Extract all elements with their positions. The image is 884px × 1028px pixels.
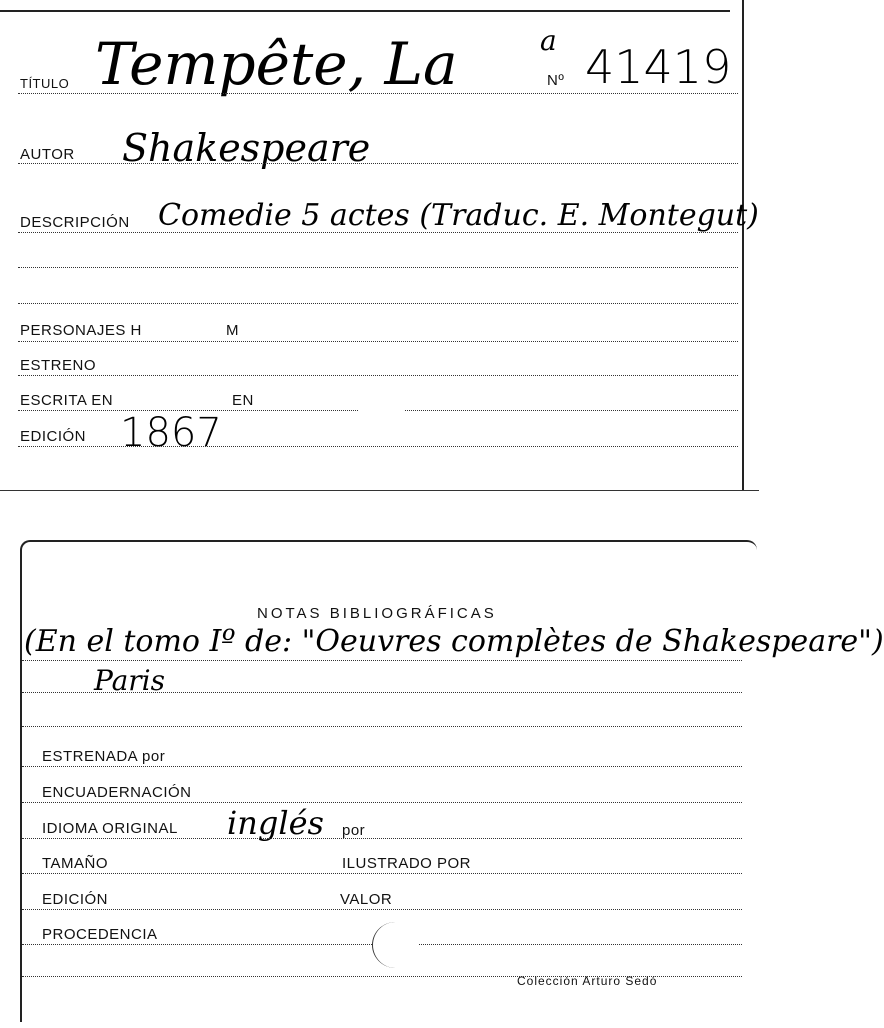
- edition-label: EDICIÓN: [20, 428, 87, 445]
- punch-hole: [358, 388, 404, 434]
- written-en-label: EN: [232, 392, 254, 409]
- number-prefix: a: [540, 24, 557, 57]
- collection-signature: Colección Arturo Sedó: [517, 974, 658, 988]
- size-line: [22, 873, 742, 874]
- title-label: TÍTULO: [20, 76, 70, 91]
- number-value: 41419: [585, 40, 732, 94]
- written-label: ESCRITA EN: [20, 392, 114, 409]
- punch-hole-2: [372, 922, 419, 968]
- description-label: DESCRIPCIÓN: [20, 214, 130, 231]
- provenance-label: PROCEDENCIA: [42, 926, 158, 943]
- binding-line: [22, 802, 742, 803]
- edition-label-2: EDICIÓN: [42, 891, 109, 908]
- notes-line-1-rule: [22, 660, 742, 661]
- author-line: [18, 163, 738, 164]
- edition-line-2: [22, 909, 742, 910]
- language-value: inglés: [227, 804, 324, 842]
- binding-label: ENCUADERNACIÓN: [42, 784, 192, 801]
- characters-h-label: PERSONAJES H: [20, 322, 142, 339]
- edition-value: 1867: [120, 410, 222, 456]
- size-label: TAMAÑO: [42, 855, 109, 872]
- notes-line-1: (En el tomo Iº de: "Oeuvres complètes de Shakespeare"): [24, 624, 884, 659]
- characters-m-label: M: [226, 322, 239, 339]
- notes-line-3-rule: [22, 726, 742, 727]
- description-line-2: [18, 267, 738, 268]
- title-value: Tempête, La: [95, 30, 458, 98]
- catalog-card-front: [0, 0, 759, 490]
- edition-line: [18, 446, 738, 447]
- value-label: VALOR: [340, 891, 393, 908]
- title-line: [18, 93, 738, 94]
- illustrated-label: ILUSTRADO POR: [342, 855, 472, 872]
- notes-line-2-rule: [22, 692, 742, 693]
- author-label: AUTOR: [20, 146, 75, 163]
- description-value: Comedie 5 actes (Traduc. E. Montegut): [158, 198, 759, 233]
- characters-line: [18, 341, 738, 342]
- premiere-line: [18, 375, 738, 376]
- notes-title: NOTAS BIBLIOGRÁFICAS: [257, 605, 497, 622]
- premiered-by-label: ESTRENADA por: [42, 748, 166, 765]
- catalog-card-back: [20, 540, 884, 1022]
- card-top-border: [0, 10, 730, 12]
- language-line: [22, 838, 742, 839]
- number-label: Nº: [547, 72, 565, 89]
- card-divider: [0, 490, 759, 491]
- language-por-label: por: [342, 822, 366, 839]
- author-value: Shakespeare: [122, 126, 371, 170]
- description-line-3: [18, 303, 738, 304]
- premiere-label: ESTRENO: [20, 357, 97, 374]
- description-line: [18, 232, 738, 233]
- notes-line-2: Paris: [94, 664, 165, 697]
- language-label: IDIOMA ORIGINAL: [42, 820, 178, 837]
- premiered-by-line: [22, 766, 742, 767]
